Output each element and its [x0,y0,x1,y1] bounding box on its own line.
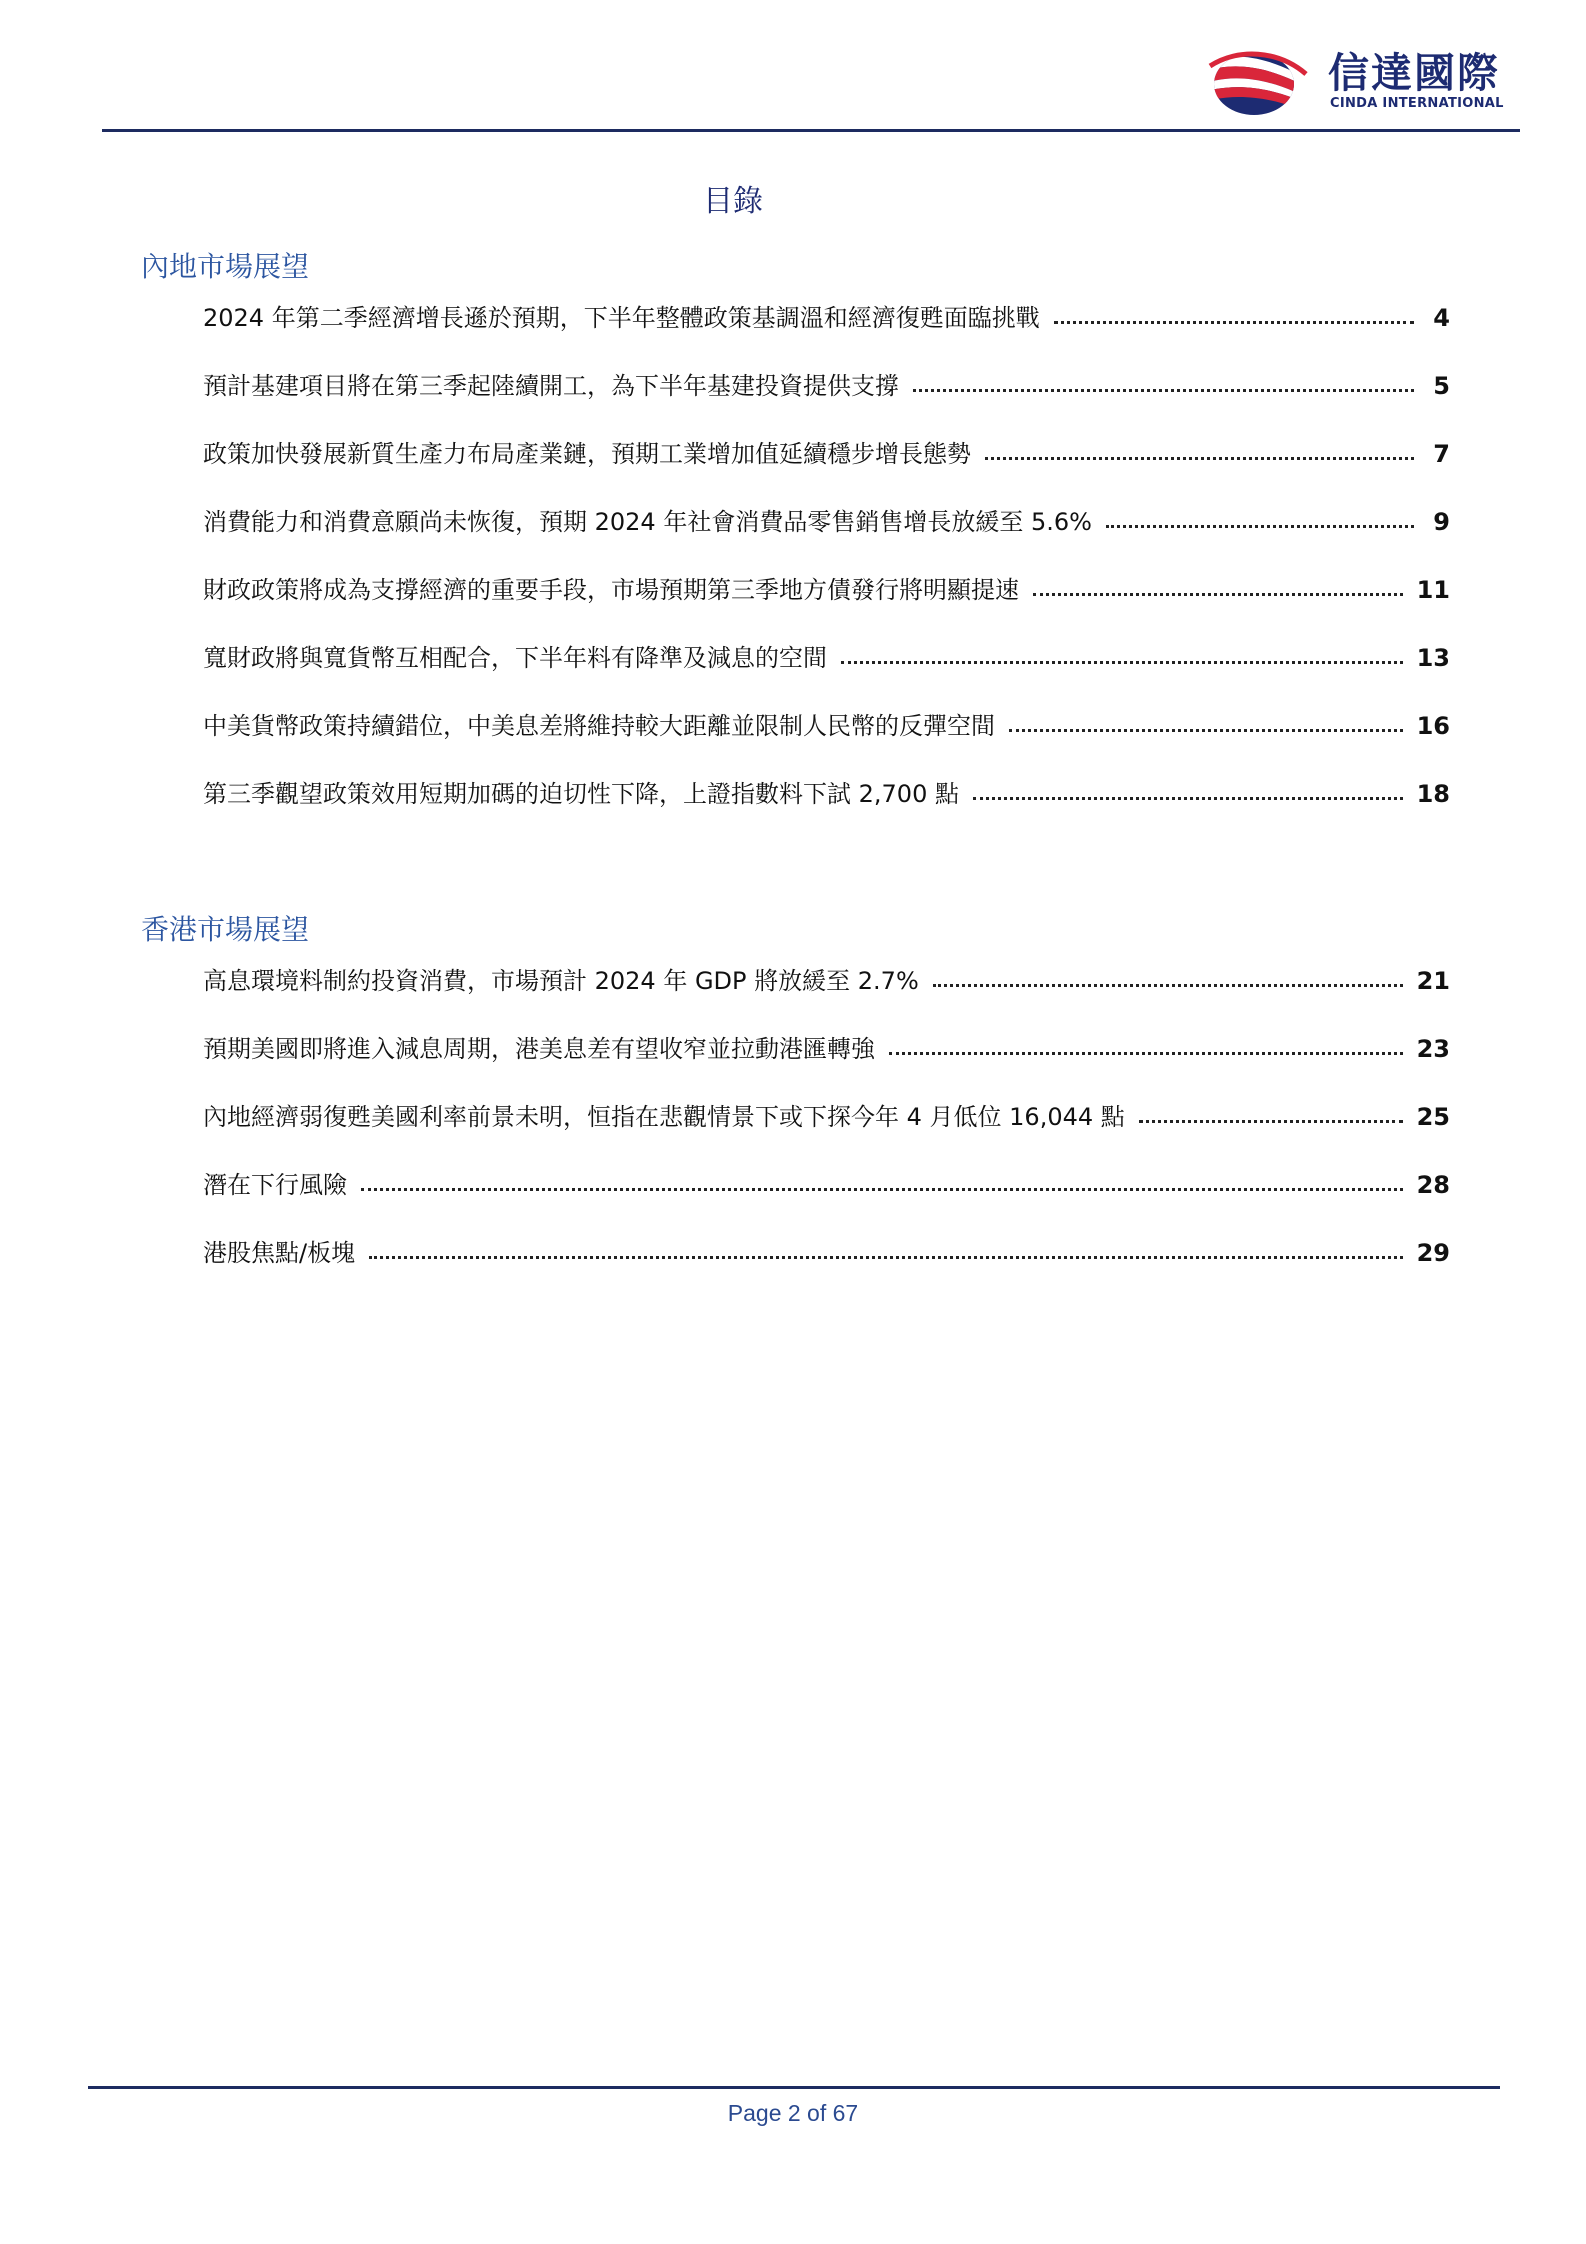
section-heading-hongkong: 香港市場展望 [141,913,310,946]
toc-entry[interactable] [203,1032,1450,1066]
toc-entry-text: 預計基建項目將在第三季起陸續開工，為下半年基建投資提供支撐 [203,372,899,400]
toc-entry-page: 13 [1416,644,1450,672]
toc-entry-page: 4 [1433,304,1450,332]
toc-entry[interactable] [203,777,1450,811]
dot-leader [985,457,1414,460]
dot-leader [1139,1120,1403,1123]
toc-entry-page: 28 [1416,1171,1450,1199]
toc-entry-page: 21 [1416,967,1450,995]
logo-english-name: CINDA INTERNATIONAL [1330,96,1504,111]
toc-entry-text: 中美貨幣政策持續錯位，中美息差將維持較大距離並限制人民幣的反彈空間 [203,712,995,740]
toc-entry[interactable] [203,1100,1450,1134]
dot-leader [933,984,1403,987]
toc-entry[interactable] [203,709,1450,743]
toc-entry[interactable] [203,573,1450,607]
toc-entry-page: 23 [1416,1035,1450,1063]
dot-leader [361,1188,1403,1191]
toc-entry-text: 第三季觀望政策效用短期加碼的迫切性下降，上證指數料下試 2,700 點 [203,780,959,808]
toc-entry[interactable] [203,369,1450,403]
dot-leader [1009,729,1403,732]
toc-entry[interactable] [203,301,1450,335]
toc-entry-text: 內地經濟弱復甦美國利率前景未明，恒指在悲觀情景下或下探今年 4 月低位 16,044 點 [203,1103,1125,1131]
toc-entry[interactable] [203,505,1450,539]
cinda-logo [1208,44,1518,120]
toc-entry[interactable] [203,437,1450,471]
dot-leader [973,797,1403,800]
toc-entry[interactable] [203,641,1450,675]
toc-entry-page: 16 [1416,712,1450,740]
dot-leader [369,1256,1403,1259]
toc-entry-text: 港股焦點/板塊 [203,1239,356,1267]
toc-entry-page: 5 [1433,372,1450,400]
toc-entry[interactable] [203,1236,1450,1270]
toc-title: 目錄 [703,184,763,219]
toc-entry-page: 29 [1416,1239,1450,1267]
toc-entry-text: 消費能力和消費意願尚未恢復，預期 2024 年社會消費品零售銷售增長放緩至 5.6% [203,508,1092,536]
dot-leader [1106,525,1414,528]
toc-entry-page: 25 [1416,1103,1450,1131]
toc-entry[interactable] [203,964,1450,998]
toc-entry-text: 寬財政將與寬貨幣互相配合，下半年料有降準及減息的空間 [203,644,827,672]
dot-leader [1033,593,1403,596]
cinda-logo-icon [1208,44,1308,120]
toc-entry-text: 財政政策將成為支撐經濟的重要手段，市場預期第三季地方債發行將明顯提速 [203,576,1019,604]
toc-entry-text: 高息環境料制約投資消費，市場預計 2024 年 GDP 將放緩至 2.7% [203,967,919,995]
toc-entry[interactable] [203,1168,1450,1202]
toc-entry-page: 9 [1433,508,1450,536]
dot-leader [841,661,1403,664]
toc-entry-page: 7 [1433,440,1450,468]
footer-divider [88,2086,1500,2089]
header-divider [102,129,1520,132]
toc-entry-text: 政策加快發展新質生產力布局產業鏈，預期工業增加值延續穩步增長態勢 [203,440,971,468]
dot-leader [913,389,1414,392]
toc-entry-page: 11 [1416,576,1450,604]
toc-entry-text: 2024 年第二季經濟增長遜於預期，下半年整體政策基調溫和經濟復甦面臨挑戰 [203,304,1040,332]
page-header [0,0,1586,140]
section-heading-mainland: 內地市場展望 [141,250,310,283]
toc-entry-text: 預期美國即將進入減息周期，港美息差有望收窄並拉動港匯轉強 [203,1035,875,1063]
logo-chinese-name: 信達國際 [1328,49,1500,97]
toc-entry-page: 18 [1416,780,1450,808]
dot-leader [889,1052,1403,1055]
dot-leader [1054,321,1414,324]
toc-entry-text: 潛在下行風險 [203,1171,347,1199]
page-number: Page 2 of 67 [727,2100,859,2126]
